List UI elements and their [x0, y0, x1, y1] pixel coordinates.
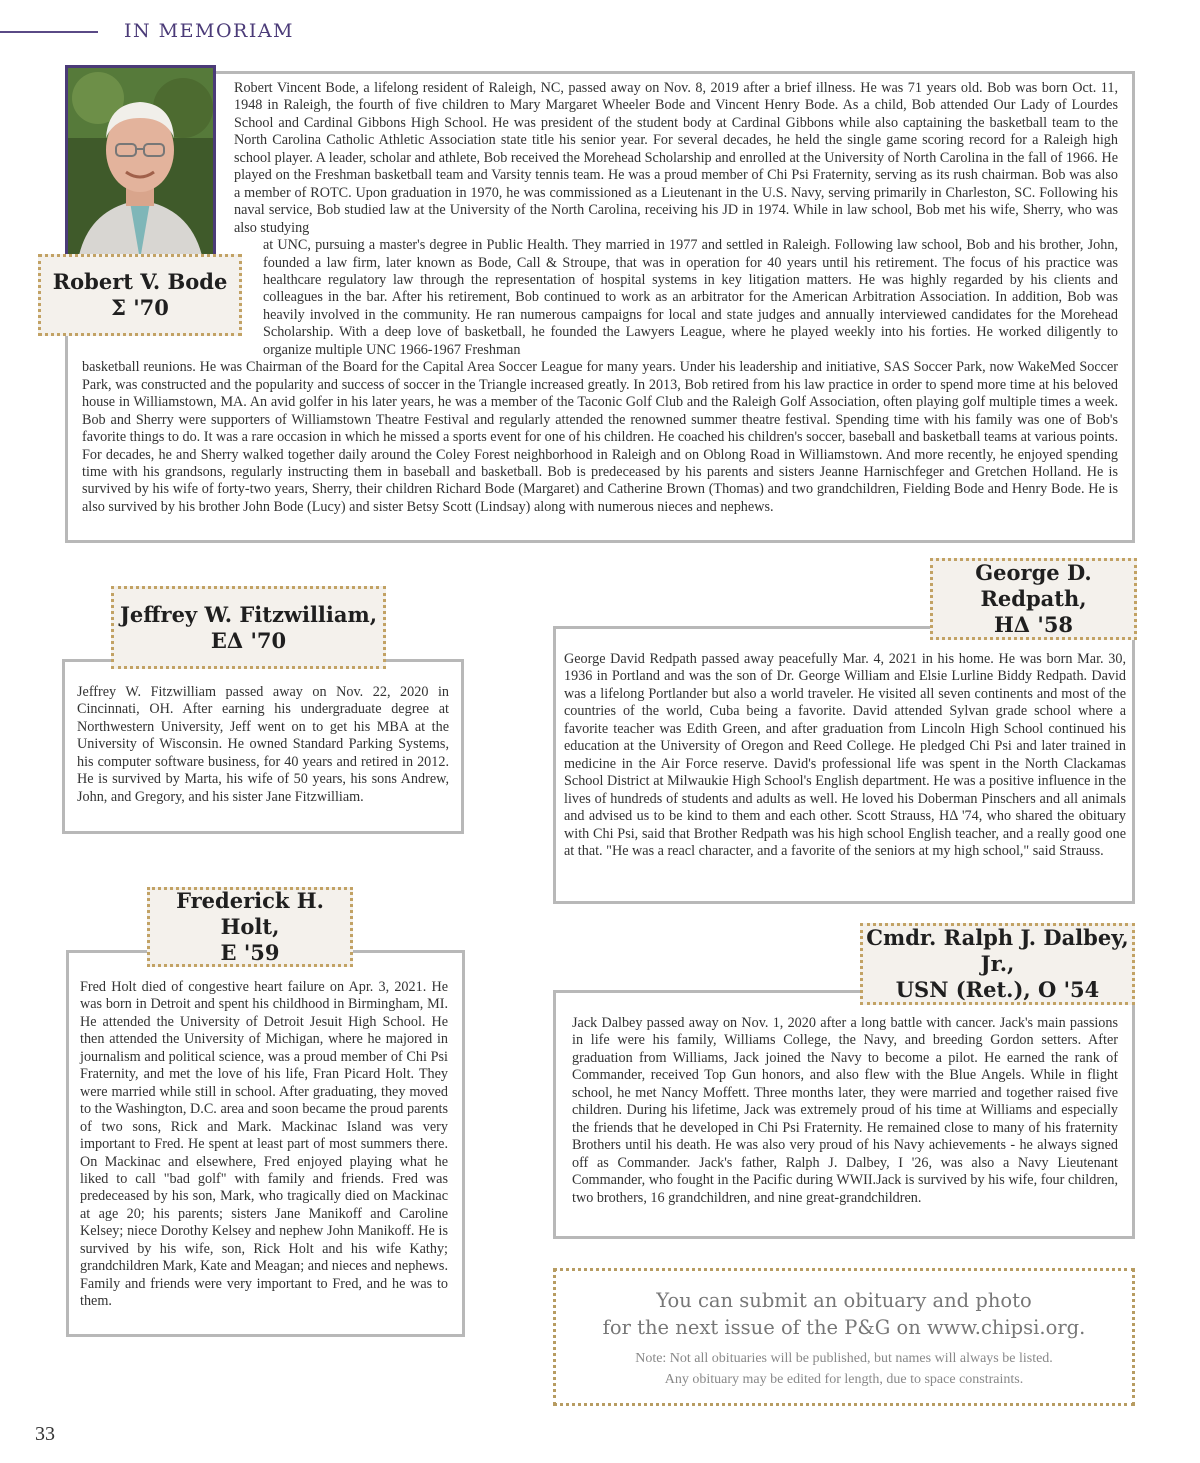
section-title: IN MEMORIAM [124, 20, 295, 42]
holt-chapter: E '59 [220, 940, 280, 965]
fitzwilliam-chapter: EΔ '70 [210, 627, 287, 653]
redpath-obituary [553, 626, 1135, 904]
holt-name: Frederick H. Holt, [176, 888, 324, 939]
dalbey-name: Cmdr. Ralph J. Dalbey, Jr., [866, 925, 1129, 976]
fitzwilliam-nametag [111, 586, 386, 669]
portrait-image [68, 68, 213, 260]
submission-notice [553, 1268, 1135, 1406]
redpath-nametag [930, 558, 1137, 640]
bode-photo [65, 65, 216, 263]
fitzwilliam-text: Jeffrey W. Fitzwilliam passed away on Nov. 22, 2020 in Cincinnati, OH. After earning his undergraduate degree at Northwestern University, Jeff went on to get his MBA at the University of Wisconsin. He owned Standard Parking Systems, his computer software business, for 40 years and retired in 2012. He is survived by Marta, his wife of 50 years, his sons Andrew, John, and Gregory, and his sister Jane Fitzwilliam. [77, 684, 449, 805]
submission-note-1: Note: Not all obituaries will be published, but names will always be listed. [635, 1351, 1053, 1366]
fitzwilliam-obituary [62, 659, 464, 834]
redpath-name: George D. Redpath, [975, 560, 1092, 611]
submission-line-2: for the next issue of the P&G on www.chipsi.org. [602, 1316, 1086, 1339]
header-rule [0, 31, 98, 33]
dalbey-chapter: USN (Ret.), O '54 [895, 977, 1100, 1002]
holt-nametag [147, 887, 353, 967]
dalbey-nametag [860, 923, 1135, 1005]
submission-line-1: You can submit an obituary and photo [656, 1289, 1032, 1312]
submission-note-2: Any obituary may be edited for length, due to space constraints. [664, 1372, 1024, 1387]
dalbey-obituary [553, 990, 1135, 1239]
page-number: 33 [35, 1423, 55, 1445]
holt-obituary [66, 950, 465, 1337]
redpath-text: George David Redpath passed away peacefully Mar. 4, 2021 in his home. He was born Mar. 30, 1936 in Portland and was the son of Dr. George William and Elsie Lurline Biddy Redpath. David was a lifelong Portlander but also a world traveler. He visited all seven continents and most of the countries of the world, Cuba being a favorite. David attended Sylvan grade school where a favorite teacher was Edith Green, and after graduation from Lincoln High School continued his education at the University of Oregon and Reed College. He pledged Chi Psi and later trained in medicine in the Air Force reserve. David's professional life was spent in the North Clackamas School District at Milwaukie High School's English department. He was a positive influence in the lives of hundreds of students and adults as well. He loved his Doberman Pinschers and all animals and advised us to be kind to them and each other. Scott Strauss, HΔ '74, who shared the obituary with Chi Psi, said that Brother Redpath was his high school English teacher, and a really good one at that. "He was a reacl character, and a favorite of the seniors at my high school," said Strauss. [564, 651, 1126, 859]
holt-text: Fred Holt died of congestive heart failure on Apr. 3, 2021. He was born in Detroit and spent his childhood in Birmingham, MI. He attended the University of Detroit Jesuit High School. He then attended the University of Michigan, where he majored in journalism and political science, was a proud member of Chi Psi Fraternity, and met the love of his life, Fran Picard Holt. They were married while still in school. After graduating, they moved to the Washington, D.C. area and soon became the proud parents of two sons, Rick and Mark. Mackinac Island was very important to Fred. He spent at least part of most summers there. On Mackinac and elsewhere, Fred enjoyed playing what he liked to call "bad golf" with family and friends. Fred was predeceased by his son, Mark, who tragically died on Mackinac at age 20; his parents; sisters Jane Manikoff and Caroline Kelsey; niece Dorothy Kelsey and nephew John Manikoff. He is survived by his wife, son, Rick Holt and his wife Kathy; grandchildren Mark, Kate and Meagan; and nieces and nephews. Family and friends were very important to Fred, and he was to them. [80, 979, 448, 1310]
dalbey-text: Jack Dalbey passed away on Nov. 1, 2020 after a long battle with cancer. Jack's main passions in life were his family, Williams College, the Navy, and breeding Gordon setters. After graduation from Williams, Jack joined the Navy to become a pilot. He earned the rank of Commander, received Top Gun honors, and also flew with the Blue Angels. While in flight school, he met Nancy Moffett. Three months later, they were married and together raised five children. During his lifetime, Jack was extremely proud of his time at Williams and especially the friends that he developed in Chi Psi Fraternity. He remained close to many of his fraternity Brothers until his death. He was also very proud of his Navy achievements - he always signed off as Commander. Jack's father, Ralph J. Dalbey, I '26, was also a Navy Lieutenant Commander, who fought in the Pacific during WWII.Jack is survived by his wife, four children, two brothers, 16 grandchildren, and nine great-grandchildren. [572, 1015, 1118, 1206]
bode-text-part1: Robert Vincent Bode, a lifelong resident of Raleigh, NC, passed away on Nov. 8, 2019 after a brief illness. He was 71 years old. Bob was born Oct. 11, 1948 in Raleigh, the fourth of five children to Mary Margaret Wheeler Bode and Vincent Henry Bode. As a child, Bob attended Our Lady of Lourdes School and Cardinal Gibbons High School. He was president of the student body at Cardinal Gibbons while also captaining the basketball team to the North Carolina Catholic Athletic Association state title his senior year. For several decades, he held the single game scoring record for a Raleigh high school player. A leader, scholar and athlete, Bob received the Morehead Scholarship and enrolled at the University of North Carolina in the fall of 1966. He played on the Freshman basketball team and Varsity tennis team. He was a proud member of Chi Psi Fraternity, serving as its rush chairman. Bob was also a member of ROTC. Upon graduation in 1970, he was commissioned as a Lieutenant in the U.S. Navy, serving primarily in Charleston, SC. Following his naval service, Bob studied law at the University of the North Carolina, receiving his JD in 1974. While in law school, Bob met his wife, Sherry, who was also studying [234, 80, 1118, 236]
bode-text-part3: basketball reunions. He was Chairman of the Board for the Capital Area Soccer League for many years. Under his leadership and initiative, SAS Soccer Park, now WakeMed Soccer Park, was constructed and the popularity and success of soccer in the Triangle increased greatly. In 2013, Bob retired from his law practice in order to spend more time at his beloved house in Williamstown, MA. An avid golfer in his later years, he was a member of the Taconic Golf Club and the Raleigh Golf Association, often playing golf multiple times a week. Bob and Sherry were supporters of Williamstown Theatre Festival and regularly attended the renowned summer theatre festival. Spending time with his family was one of Bob's favorite things to do. It was a rare occasion in which he missed a sports event for one of his children. He coached his children's soccer, baseball and basketball teams at various points. For decades, he and Sherry walked together daily around the Coley Forest neighborhood in Raleigh and on Oblong Road in Williamstown. And more recently, he enjoyed spending time with his grandsons, regularly instructing them in baseball and basketball. Bob is predeceased by his parents and sisters Jeanne Harnischfeger and Gretchen Holland. He is survived by his wife of forty-two years, Sherry, their children Richard Bode (Margaret) and Catherine Brown (Thomas) and two grandchildren, Fielding Bode and Henry Bode. He is also survived by his brother John Bode (Lucy) and sister Betsy Scott (Lindsay) along with numerous nieces and nephews. [82, 359, 1118, 515]
bode-chapter: Σ '70 [111, 295, 169, 320]
bode-text-part2: at UNC, pursuing a master's degree in Public Health. They married in 1977 and settled in Raleigh. Following law school, Bob and his brother, John, founded a law firm, later known as Bode, Call & Stroupe, that was in operation for 40 years until his retirement. The focus of his practice was healthcare regulatory law through the representation of hospital systems in key litigation matters. He was highly regarded by his clients and colleagues in the bar. After his retirement, Bob continued to work as an arbitrator for the American Arbitration Association. In addition, Bob was heavily involved in the community. He ran numerous campaigns for local and state judges and annually interviewed candidates for the Morehead Scholarship. With a deep love of basketball, he founded the Lawyers League, where he played weekly into his forties. He worked diligently to organize multiple UNC 1966-1967 Freshman [263, 237, 1118, 358]
bode-name: Robert V. Bode [52, 269, 228, 294]
redpath-chapter: HΔ '58 [993, 612, 1074, 637]
fitzwilliam-name: Jeffrey W. Fitzwilliam, [119, 601, 378, 627]
bode-nametag [38, 254, 242, 336]
